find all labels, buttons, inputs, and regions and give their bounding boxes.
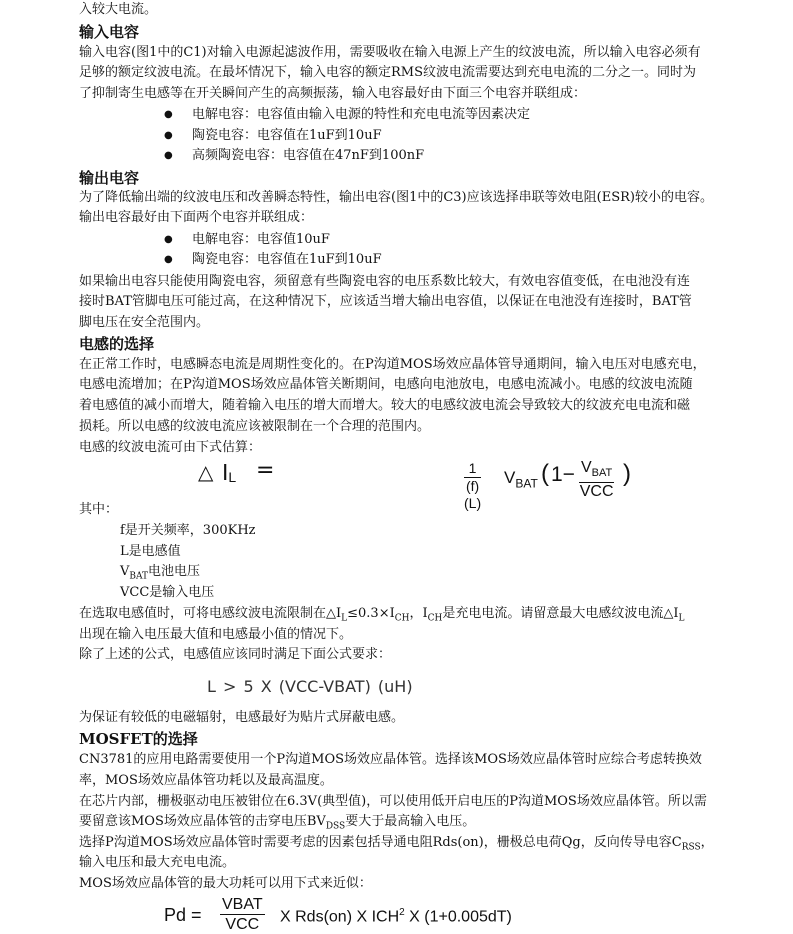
- variable-def: VCC是输入电压: [120, 585, 215, 600]
- subscript: L: [341, 613, 348, 624]
- variable-def: f是开关频率，300KHz: [120, 523, 256, 538]
- subscript: DSS: [325, 821, 346, 832]
- text-line: 输入电压和最大充电电流。: [79, 855, 236, 870]
- text-run: 选择P沟道MOS场效应晶体管时需要考虑的因素包括导通电阻Rds(on)，栅极总电荷Qg，反向传导电容C: [79, 835, 682, 850]
- text-line: 为保证有较低的电磁辐射，电感最好为贴片式屏蔽电感。: [79, 710, 405, 725]
- text-line: 损耗。所以电感的纹波电流应该被限制在一个合理的范围内。: [79, 419, 431, 434]
- bullet-item: [164, 230, 330, 250]
- bullet-text: 陶瓷电容：电容值在1uF到10uF: [192, 128, 382, 143]
- text-run: ，: [700, 835, 714, 850]
- bullet-text: 高频陶瓷电容：电容值在47nF到100nF: [192, 148, 425, 163]
- section-title-input-capacitor: 输入电容: [79, 23, 140, 41]
- delta-symbol: △: [198, 460, 214, 484]
- formula-rest-a: X Rds(on) X ICH: [280, 908, 400, 926]
- text-line: 输出电容最好由下面两个电容并联组成：: [79, 210, 314, 225]
- text-line: 着电感值的减小而增大，随着输入电压的增大而增大。较大的电感纹波电流会导致较大的纹波充电电流和磁: [79, 398, 691, 413]
- subscript: CH: [427, 613, 443, 624]
- text-line: 了抑制寄生电感等在开关瞬间产生的高频振荡，输入电容最好由下面三个电容并联组成：: [79, 86, 587, 101]
- text-line: 其中：: [79, 502, 119, 517]
- var-vbat-desc: 电池电压: [148, 564, 201, 579]
- var-v: V: [120, 564, 130, 579]
- fraction-vbat-over-vcc: [579, 459, 614, 501]
- subscript: RSS: [681, 842, 701, 853]
- text-line: 电感的纹波电流可由下式估算：: [79, 440, 262, 455]
- text-line: 在正常工作时，电感瞬态电流是周期性变化的。在P沟道MOS场效应晶体管导通期间，输入电压对电感充电，: [79, 357, 706, 372]
- text-line: 输入电容(图1中的C1)对输入电源起滤波作用，需要吸收在输入电源上产生的纹波电流，所以输入电容必须有: [79, 45, 701, 60]
- fraction-denominator: (f)(L): [464, 478, 482, 511]
- formula-inductance-min: L > 5 X (VCC-VBAT) (uH): [207, 677, 413, 696]
- fraction-denominator: VCC: [225, 916, 260, 933]
- bullet-text: 电解电容：电容值由输入电源的特性和充电电流等因素决定: [192, 107, 531, 122]
- text-line: 接时BAT管脚电压可能过高，在这种情况下，应该适当增大输出电容值，以保证在电池没有连接时，BAT管: [79, 294, 692, 309]
- section-title-inductor: 电感的选择: [79, 335, 155, 353]
- formula-paren-close: ): [623, 460, 631, 487]
- formula-paren-open: (: [541, 460, 549, 487]
- formula-equals: =: [256, 458, 275, 483]
- bullet-text: 电解电容：电容值10uF: [192, 232, 330, 247]
- text-run: 在选取电感值时，可将电感纹波电流限制在△I: [79, 606, 342, 621]
- text-line: MOS场效应晶体管的最大功耗可以用下式来近似：: [79, 876, 372, 891]
- subscript: CH: [394, 613, 410, 624]
- formula-sup: 2: [399, 907, 405, 918]
- text-line: 出现在输入电压最大值和电感最小值的情况下。: [79, 627, 353, 642]
- fraction-numerator: [579, 459, 614, 483]
- fraction-denominator: VCC: [579, 483, 614, 501]
- bullet-item: [164, 126, 382, 146]
- formula-i-sub: L: [228, 469, 237, 485]
- formula-il: [222, 459, 236, 486]
- formula-v2: V: [581, 459, 592, 476]
- formula-rest: [280, 907, 512, 926]
- formula-v: V: [504, 468, 516, 487]
- section-title-output-capacitor: 输出电容: [79, 169, 140, 187]
- var-v-sub: BAT: [129, 571, 149, 582]
- text-line: 如果输出电容只能使用陶瓷电容，须留意有些陶瓷电容的电压系数比较大，有效电容值变低，在电池没有连: [79, 274, 691, 289]
- text-run: ，I: [409, 606, 428, 621]
- formula-rest-b: X (1+0.005dT): [404, 908, 512, 926]
- bullet-item: [164, 250, 382, 270]
- section-title-mosfet: MOSFET的选择: [79, 730, 198, 748]
- formula-i: I: [222, 459, 229, 485]
- formula-v-sub: BAT: [515, 476, 538, 491]
- variable-def: L是电感值: [120, 544, 181, 559]
- text-line: 除了上述的公式，电感值应该同时满足下面公式要求：: [79, 647, 392, 662]
- subscript: L: [678, 613, 685, 624]
- bullet-item: [164, 146, 424, 166]
- formula-vbat: [504, 468, 538, 490]
- text-run: ≤0.3×I: [347, 606, 395, 621]
- text-run: 是充电电流。请留意最大电感纹波电流△I: [442, 606, 679, 621]
- formula-v2-sub: BAT: [591, 467, 613, 480]
- text-run: 要大于最高输入电压。: [345, 814, 476, 829]
- text-run: 要留意该MOS场效应晶体管的击穿电压BV: [79, 814, 326, 829]
- text-line: 入较大电流。: [79, 2, 158, 17]
- text-line: 足够的额定纹波电流。在最坏情况下，输入电容的额定RMS纹波电流需要达到充电电流的二分之一。同时为: [79, 65, 697, 80]
- text-line: 脚电压在安全范围内。: [79, 315, 210, 330]
- formula-pd: Pd =: [164, 905, 202, 925]
- text-line: 在芯片内部，栅极驱动电压被钳位在6.3V(典型值)，可以使用低开启电压的P沟道MOS场效应晶体管。所以需: [79, 794, 707, 809]
- text-line: 电感电流增加；在P沟道MOS场效应晶体管关断期间，电感向电池放电，电感电流减小。电感的纹波电流随: [79, 377, 693, 392]
- fraction-vbat-over-vcc: [220, 895, 265, 934]
- text-line: CN3781的应用电路需要使用一个P沟道MOS场效应晶体管。选择该MOS场效应晶体管时应综合考虑转换效: [79, 752, 702, 767]
- text-line: 率，MOS场效应晶体管功耗以及最高温度。: [79, 773, 333, 788]
- fraction-numerator: VBAT: [222, 896, 263, 913]
- bullet-item: [164, 105, 530, 125]
- text-line: 为了降低输出端的纹波电压和改善瞬态特性，输出电容(图1中的C3)应该选择串联等效电阻(ESR)较小的电容。: [79, 190, 713, 205]
- fraction-1-over-fl: [464, 460, 481, 512]
- bullet-text: 陶瓷电容：电容值在1uF到10uF: [192, 252, 382, 267]
- formula-one-minus: 1−: [551, 463, 575, 486]
- fraction-numerator: 1: [464, 460, 481, 478]
